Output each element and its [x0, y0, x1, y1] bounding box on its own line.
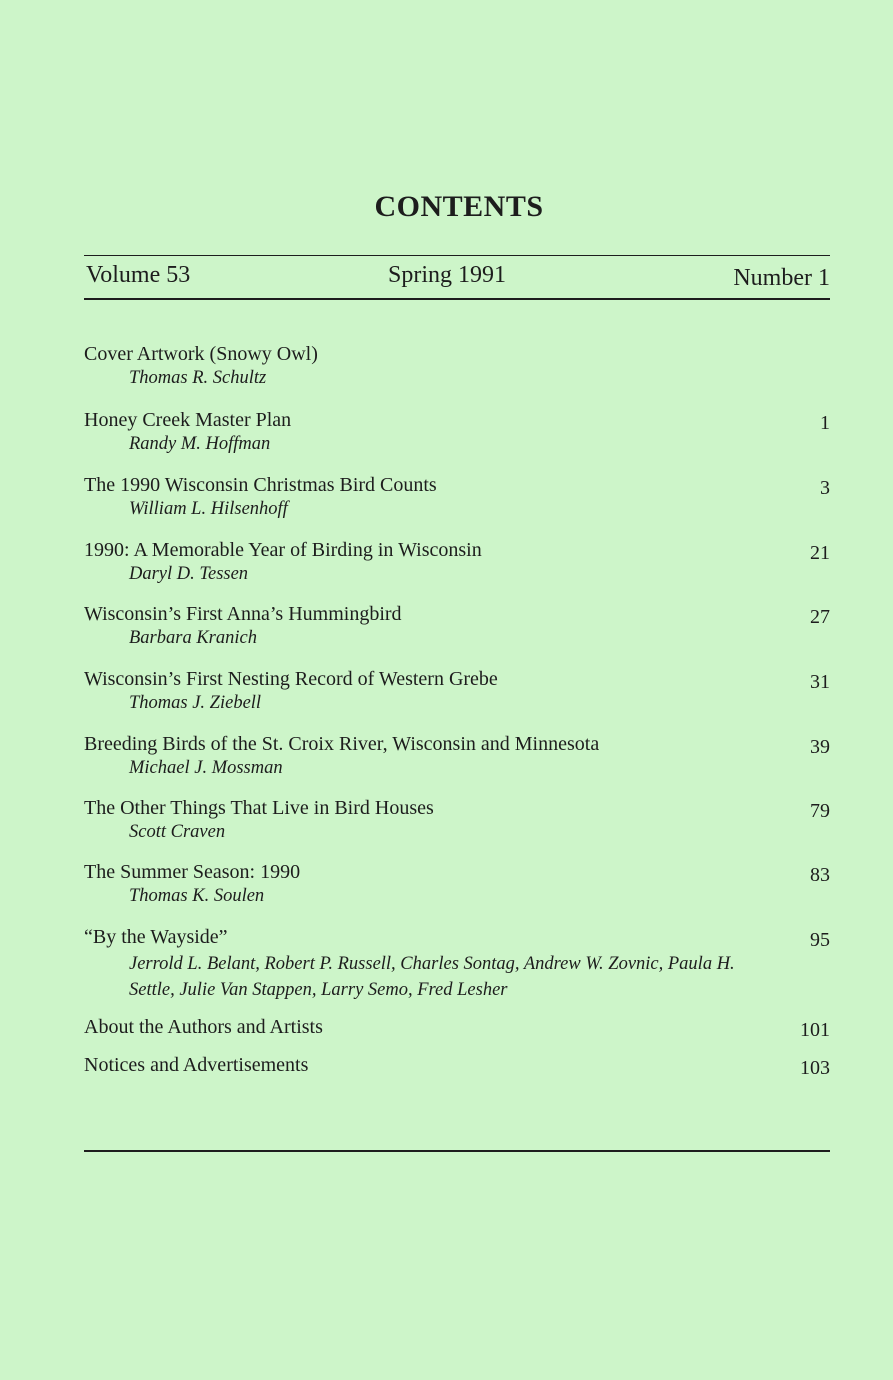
top-rule	[84, 255, 830, 256]
toc-entry	[84, 1053, 830, 1077]
toc-entry	[84, 925, 830, 1003]
entry-page-number: 1	[820, 412, 830, 434]
entry-page-number: 31	[810, 671, 830, 693]
entry-page-number: 95	[810, 929, 830, 951]
volume-label: Volume 53	[86, 262, 191, 288]
entry-author: Barbara Kranich	[129, 628, 257, 648]
toc-entry	[84, 796, 830, 844]
entry-page-number: 27	[810, 606, 830, 628]
toc-entry	[84, 538, 830, 586]
toc-entry	[84, 602, 830, 650]
page-title: CONTENTS	[374, 190, 544, 223]
entry-page-number: 101	[800, 1019, 830, 1041]
toc-entry	[84, 860, 830, 908]
entry-title: Wisconsin’s First Anna’s Hummingbird	[84, 603, 402, 625]
entry-page-number: 79	[810, 800, 830, 822]
toc-entry	[84, 473, 830, 521]
toc-entry	[84, 1015, 830, 1039]
entry-title: The Summer Season: 1990	[84, 861, 301, 883]
entry-title: 1990: A Memorable Year of Birding in Wisconsin	[84, 539, 482, 561]
entry-title: About the Authors and Artists	[84, 1016, 323, 1038]
toc-entry	[84, 667, 830, 715]
entry-title: Breeding Birds of the St. Croix River, Wisconsin and Minnesota	[84, 733, 600, 755]
entry-author: Jerrold L. Belant, Robert P. Russell, Charles Sontag, Andrew W. Zovnic, Paula H. Settle, Julie Van Stappen, Larry Semo, Fred Lesher	[129, 954, 735, 1000]
entry-title: The Other Things That Live in Bird Houses	[84, 797, 434, 819]
entry-page-number: 21	[810, 542, 830, 564]
masthead	[86, 262, 830, 294]
entry-page-number: 3	[820, 477, 830, 499]
issue-label: Spring 1991	[388, 262, 507, 288]
header-rule	[84, 298, 830, 300]
entry-title: Cover Artwork (Snowy Owl)	[84, 343, 318, 365]
entry-author: Thomas J. Ziebell	[129, 693, 262, 713]
bottom-rule	[84, 1150, 830, 1152]
entry-author: Thomas R. Schultz	[129, 368, 267, 388]
toc-entry	[84, 732, 830, 780]
toc-entry	[84, 408, 830, 456]
number-label: Number 1	[733, 265, 830, 291]
entry-author: William L. Hilsenhoff	[129, 499, 288, 519]
entry-author: Randy M. Hoffman	[129, 434, 271, 454]
entry-title: Wisconsin’s First Nesting Record of Western Grebe	[84, 668, 498, 690]
entry-author: Scott Craven	[129, 822, 226, 842]
entry-author: Thomas K. Soulen	[129, 886, 265, 906]
entry-title: Honey Creek Master Plan	[84, 409, 292, 431]
entry-title: Notices and Advertisements	[84, 1054, 309, 1076]
entry-page-number: 83	[810, 864, 830, 886]
entry-page-number: 39	[810, 736, 830, 758]
entry-author: Michael J. Mossman	[129, 758, 283, 778]
toc-entry	[84, 342, 830, 390]
entry-author: Daryl D. Tessen	[129, 564, 249, 584]
entry-page-number: 103	[800, 1057, 830, 1079]
entry-title: The 1990 Wisconsin Christmas Bird Counts	[84, 474, 437, 496]
entry-title: “By the Wayside”	[84, 926, 228, 948]
